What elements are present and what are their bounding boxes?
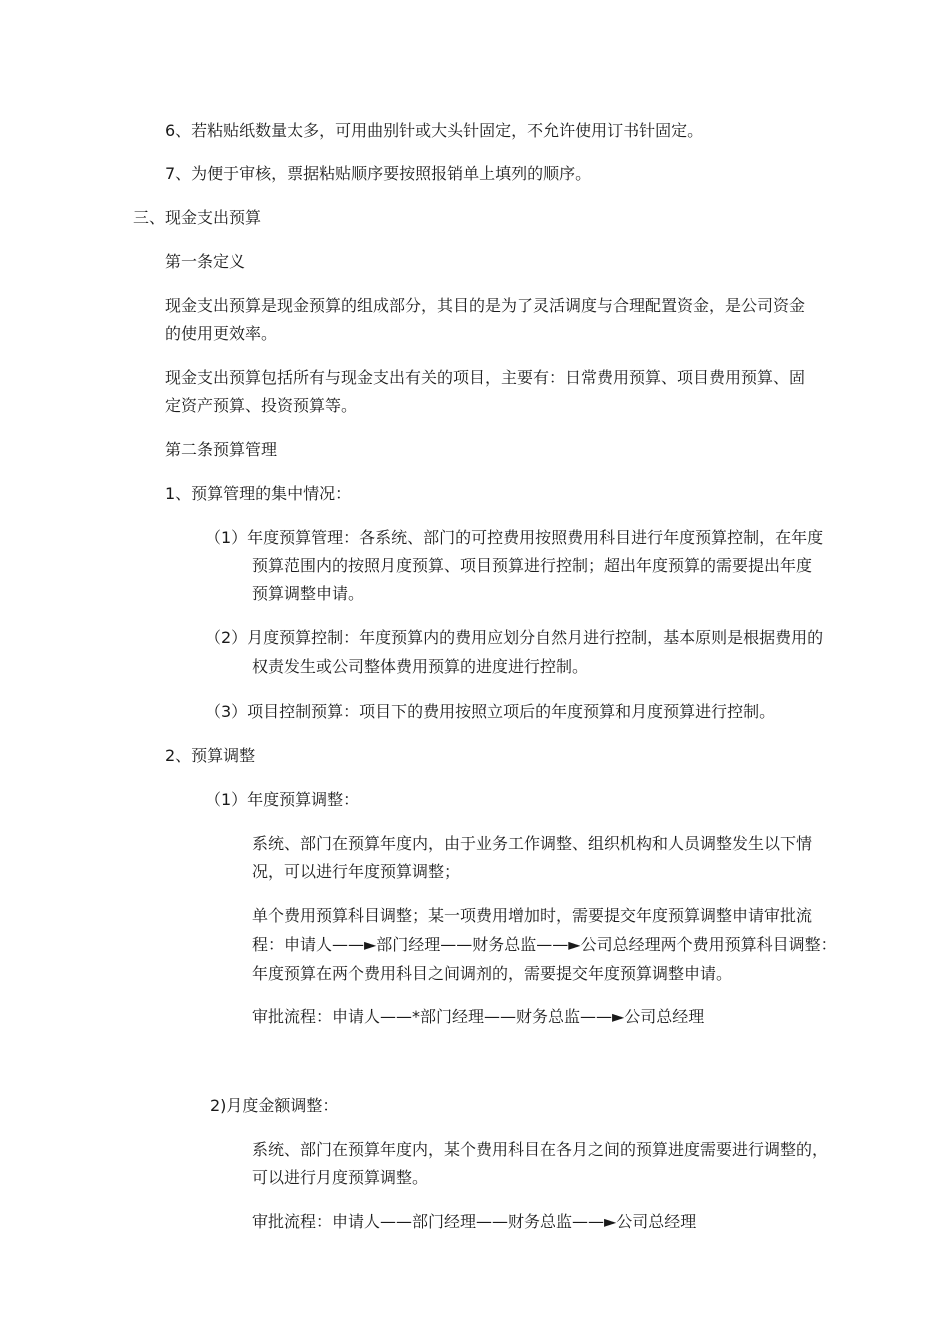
paragraph-line: 系统、部门在预算年度内，由于业务工作调整、组织机构和人员调整发生以下情 bbox=[252, 834, 813, 853]
list-item: 6、若粘贴纸数量太多，可用曲别针或大头针固定，不允许使用订书针固定。 bbox=[165, 121, 704, 140]
list-item: 预算范围内的按照月度预算、项目预算进行控制；超出年度预算的需要提出年度 bbox=[252, 556, 813, 575]
list-item: （1）年度预算管理：各系统、部门的可控费用按照费用科目进行年度预算控制，在年度 bbox=[205, 528, 824, 547]
paragraph-line: 况，可以进行年度预算调整； bbox=[252, 862, 461, 881]
paragraph-line: 单个费用预算科目调整；某一项费用增加时，需要提交年度预算调整申请审批流 bbox=[252, 906, 813, 925]
paragraph-line: 程：申请人——►部门经理——财务总监——►公司总经理两个费用预算科目调整： bbox=[252, 935, 837, 954]
list-item: 预算调整申请。 bbox=[252, 584, 365, 603]
list-item: 1、预算管理的集中情况： bbox=[165, 484, 352, 503]
section-heading: 三、现金支出预算 bbox=[133, 208, 262, 227]
article-heading: 第一条定义 bbox=[165, 252, 246, 271]
paragraph-line: 现金支出预算是现金预算的组成部分，其目的是为了灵活调度与合理配置资金，是公司资金 bbox=[165, 296, 806, 315]
paragraph-line: 可以进行月度预算调整。 bbox=[252, 1168, 429, 1187]
paragraph-line: 定资产预算、投资预算等。 bbox=[165, 396, 358, 415]
paragraph-line: 年度预算在两个费用科目之间调剂的，需要提交年度预算调整申请。 bbox=[252, 964, 733, 983]
paragraph-line: 审批流程：申请人——*部门经理——财务总监——►公司总经理 bbox=[252, 1007, 705, 1026]
list-item: （1）年度预算调整： bbox=[205, 790, 360, 809]
list-item: （2）月度预算控制：年度预算内的费用应划分自然月进行控制，基本原则是根据费用的 bbox=[205, 628, 824, 647]
paragraph-line: 审批流程：申请人——部门经理——财务总监——►公司总经理 bbox=[252, 1212, 697, 1231]
list-item: 2、预算调整 bbox=[165, 746, 256, 765]
list-item: 7、为便于审核，票据粘贴顺序要按照报销单上填列的顺序。 bbox=[165, 164, 592, 183]
paragraph-line: 系统、部门在预算年度内，某个费用科目在各月之间的预算进度需要进行调整的， bbox=[252, 1140, 829, 1159]
paragraph-line: 现金支出预算包括所有与现金支出有关的项目，主要有：日常费用预算、项目费用预算、固 bbox=[165, 368, 806, 387]
list-item: 权责发生或公司整体费用预算的进度进行控制。 bbox=[252, 657, 589, 676]
list-item: （3）项目控制预算：项目下的费用按照立项后的年度预算和月度预算进行控制。 bbox=[205, 702, 776, 721]
article-heading: 第二条预算管理 bbox=[165, 440, 278, 459]
list-item: 2)月度金额调整： bbox=[210, 1096, 339, 1115]
paragraph-line: 的使用更效率。 bbox=[165, 324, 278, 343]
